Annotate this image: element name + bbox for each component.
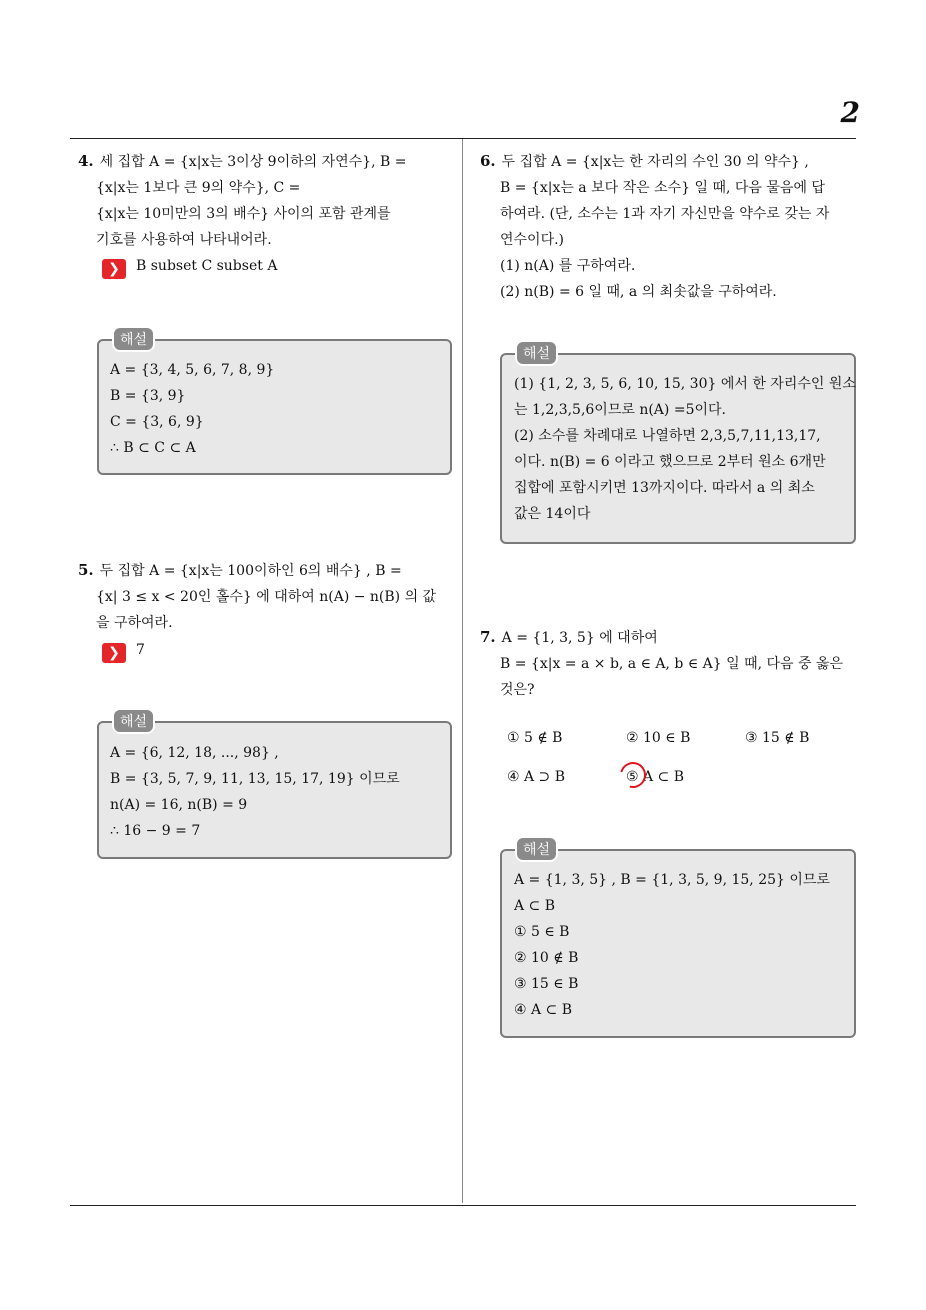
problem-4-number: 4. — [78, 152, 94, 170]
problem-6-line-3: 하여라. (단, 소수는 1과 자기 자신만을 약수로 갖는 자 — [500, 206, 830, 222]
problem-7-solution — [514, 867, 830, 1023]
solution-line: C = {3, 6, 9} — [110, 414, 204, 430]
top-rule — [70, 138, 856, 139]
problem-7-solution-tag: 해설 — [515, 836, 558, 862]
solution-line: 집합에 포함시키면 13까지이다. 따라서 a 의 최소 — [514, 480, 815, 496]
option-2[interactable]: ② 10 ∈ B — [626, 730, 691, 746]
problem-4-line-3: {x|x는 10미만의 3의 배수} 사이의 포함 관계를 — [96, 206, 391, 222]
solution-line: A = {1, 3, 5} , B = {1, 3, 5, 9, 15, 25} 이므로 — [514, 872, 830, 888]
problem-4-answer: B subset C subset A — [136, 258, 278, 274]
solution-line: 이다. n(B) = 6 이라고 했으므로 2부터 원소 6개만 — [514, 454, 826, 470]
problem-6-solution-tag: 해설 — [515, 340, 558, 366]
problem-4-line-1: 4. 세 집합 A = {x|x는 3이상 9이하의 자연수}, B = — [78, 152, 407, 170]
problem-7 — [480, 624, 860, 703]
bottom-rule — [70, 1205, 856, 1206]
problem-4 — [78, 148, 458, 253]
problem-4-line-4: 기호를 사용하여 나타내어라. — [96, 232, 272, 248]
problem-6-line-2: B = {x|x는 a 보다 작은 소수} 일 때, 다음 물음에 답 — [500, 180, 825, 196]
problem-5-line-3: 을 구하여라. — [96, 615, 173, 631]
problem-6-line-6: (2) n(B) = 6 일 때, a 의 최솟값을 구하여라. — [500, 284, 777, 300]
problem-5-solution — [110, 740, 400, 844]
problem-6-line-5: (1) n(A) 를 구하여라. — [500, 258, 636, 274]
solution-line: 는 1,2,3,5,6이므로 n(A) =5이다. — [514, 402, 726, 418]
problem-5 — [78, 557, 458, 636]
solution-line: B = {3, 9} — [110, 388, 186, 404]
problem-4-solution-tag: 해설 — [112, 326, 155, 352]
solution-line: 값은 14이다 — [514, 506, 591, 522]
solution-line: ∴ 16 − 9 = 7 — [110, 823, 201, 839]
option-5[interactable]: ⑤ A ⊂ B — [626, 769, 685, 785]
solution-line: ④ A ⊂ B — [514, 1002, 573, 1018]
solution-line: A = {6, 12, 18, ..., 98} , — [110, 745, 279, 761]
problem-6-solution — [514, 371, 856, 527]
problem-6-line-4: 연수이다.) — [500, 232, 565, 248]
problem-5-solution-tag: 해설 — [112, 708, 155, 734]
problem-4-line-2: {x|x는 1보다 큰 9의 약수}, C = — [96, 180, 301, 196]
solution-line: A = {3, 4, 5, 6, 7, 8, 9} — [110, 362, 275, 378]
problem-7-line-2: B = {x|x = a × b, a ∈ A, b ∈ A} 일 때, 다음 중 옳은 — [500, 656, 844, 672]
chevron-right-icon: ❯ — [102, 643, 126, 663]
problem-6-number: 6. — [480, 152, 496, 170]
option-1[interactable]: ① 5 ∉ B — [507, 730, 563, 746]
solution-line: ② 10 ∉ B — [514, 950, 579, 966]
option-3[interactable]: ③ 15 ∉ B — [745, 730, 810, 746]
solution-line: (2) 소수를 차례대로 나열하면 2,3,5,7,11,13,17, — [514, 428, 821, 444]
option-4[interactable]: ④ A ⊃ B — [507, 769, 566, 785]
solution-line: n(A) = 16, n(B) = 9 — [110, 797, 248, 813]
problem-6-line-1: 6. 두 집합 A = {x|x는 한 자리의 수인 30 의 약수} , — [480, 152, 809, 170]
problem-5-line-1: 5. 두 집합 A = {x|x는 100이하인 6의 배수} , B = — [78, 561, 402, 579]
problem-4-solution — [110, 357, 274, 461]
problem-5-line-2: {x| 3 ≤ x < 20인 홀수} 에 대하여 n(A) − n(B) 의 값 — [96, 589, 437, 605]
red-circle-mark — [615, 757, 651, 793]
problem-6 — [480, 148, 860, 305]
solution-line: (1) {1, 2, 3, 5, 6, 10, 15, 30} 에서 한 자리수인 원소 — [514, 376, 856, 392]
solution-line: ∴ B ⊂ C ⊂ A — [110, 440, 196, 456]
page-number: 2 — [840, 96, 860, 129]
solution-line: A ⊂ B — [514, 898, 556, 914]
problem-5-number: 5. — [78, 561, 94, 579]
column-divider — [462, 139, 463, 1203]
problem-7-line-3: 것은? — [500, 682, 535, 698]
solution-line: B = {3, 5, 7, 9, 11, 13, 15, 17, 19} 이므로 — [110, 771, 400, 787]
chevron-right-icon: ❯ — [102, 259, 126, 279]
solution-line: ③ 15 ∈ B — [514, 976, 579, 992]
problem-7-line-1: 7. A = {1, 3, 5} 에 대하여 — [480, 628, 658, 646]
problem-7-number: 7. — [480, 628, 496, 646]
problem-5-answer: 7 — [136, 642, 145, 658]
solution-line: ① 5 ∈ B — [514, 924, 570, 940]
